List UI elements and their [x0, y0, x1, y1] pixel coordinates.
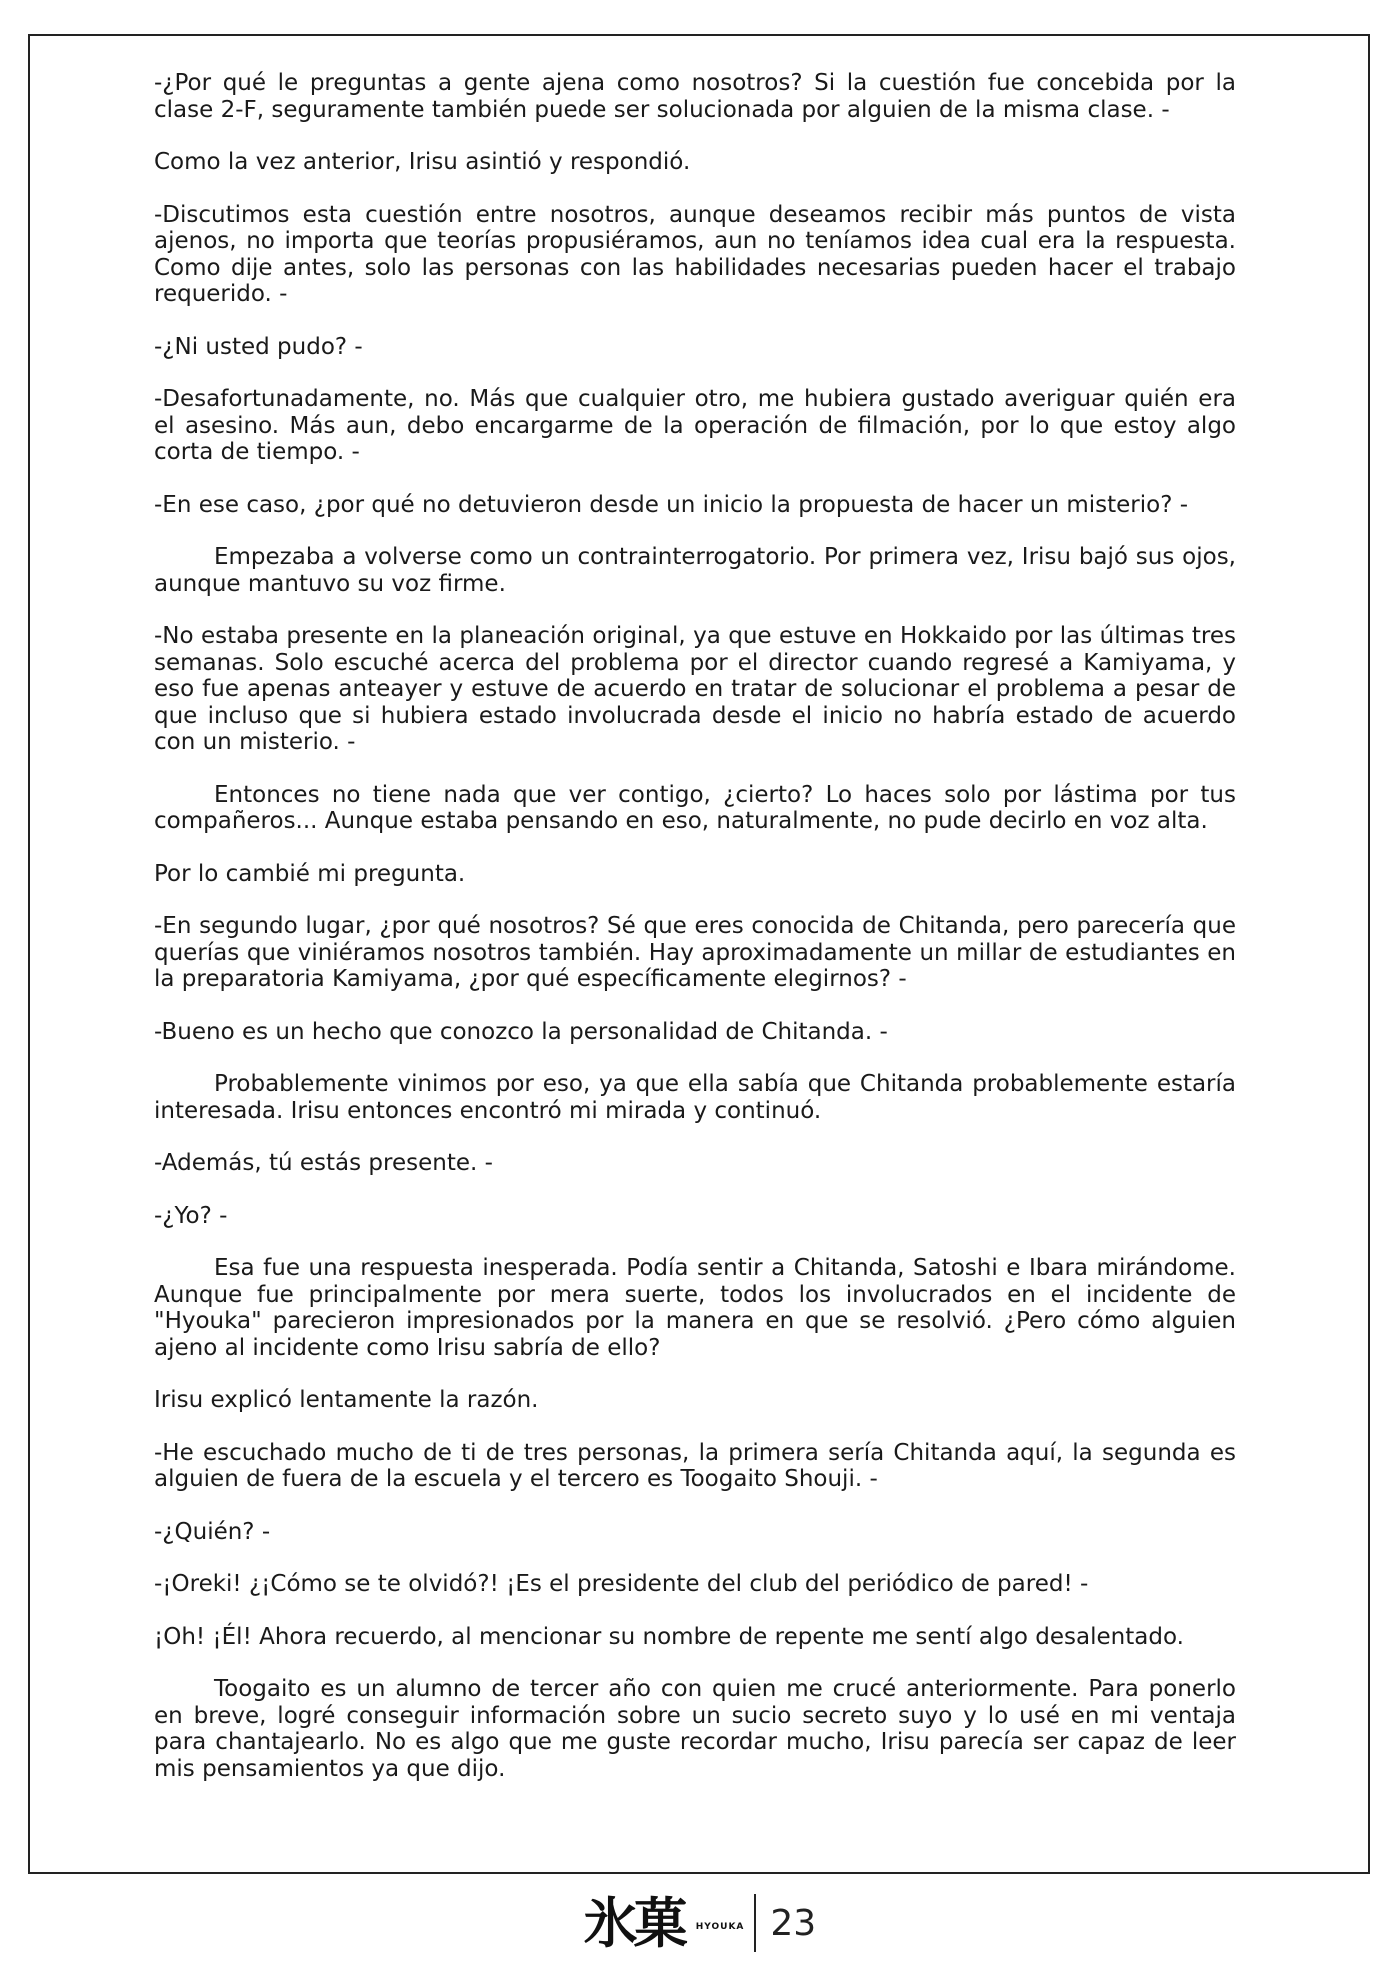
paragraph: -Bueno es un hecho que conozco la personalidad de Chitanda. - [154, 1018, 888, 1045]
paragraph: Irisu explicó lentamente la razón. [154, 1387, 539, 1413]
paragraph: -Desafortunadamente, no. Más que cualquier otro, me hubiera gustado averiguar quién era el asesino. Más aun, debo encargarme de la operación de filmación, por lo que estoy algo corta de tiempo. - [154, 386, 1236, 465]
paragraph: Esa fue una respuesta inesperada. Podía sentir a Chitanda, Satoshi e Ibara mirándome. Aunque fue principalmente por mera suerte, todos los involucrados en el incidente de "Hyouka" parecieron impresionados por la manera en que se resolvió. ¿Pero cómo alguien ajeno al incidente como Irisu sabría de ello? [154, 1255, 1236, 1361]
paragraph: Por lo cambié mi pregunta. [154, 860, 466, 887]
paragraph: -Discutimos esta cuestión entre nosotros, aunque deseamos recibir más puntos de vista ajenos, no importa que teorías propusiéramos, aun no teníamos idea cual era la respuesta. Como dije antes, solo las personas con las habilidades necesarias pueden hacer el trabajo requerido. - [154, 201, 1236, 307]
hyouka-logo [584, 1893, 745, 1953]
paragraph: ¡Oh! ¡Él! Ahora recuerdo, al mencionar su nombre de repente me sentí algo desalentado. [154, 1623, 1184, 1650]
paragraph: -¿Ni usted pudo? - [154, 333, 363, 360]
paragraph: -He escuchado mucho de ti de tres personas, la primera sería Chitanda aquí, la segunda es alguien de fuera de la escuela y el tercero es Toogaito Shouji. - [154, 1439, 1236, 1492]
paragraph: -Además, tú estás presente. - [154, 1150, 493, 1176]
paragraph: -En ese caso, ¿por qué no detuvieron desde un inicio la propuesta de hacer un misterio? - [154, 491, 1189, 518]
paragraph: Empezaba a volverse como un contrainterrogatorio. Por primera vez, Irisu bajó sus ojos, aunque mantuvo su voz firme. [154, 544, 1236, 597]
paragraph: -¿Quién? - [154, 1518, 271, 1545]
page-number: 23 [770, 1902, 817, 1944]
paragraph: -¿Por qué le preguntas a gente ajena como nosotros? Si la cuestión fue concebida por la clase 2-F, seguramente también puede ser solucionada por alguien de la misma clase. - [154, 70, 1236, 123]
paragraph: -No estaba presente en la planeación original, ya que estuve en Hokkaido por las últimas tres semanas. Solo escuché acerca del problema por el director cuando regresé a Kamiyama, y eso fue apenas anteayer y estuve de acuerdo en tratar de solucionar el problema a pesar de que incluso que si hubiera estado involucrada desde el inicio no habría estado de acuerdo con un misterio. - [154, 623, 1236, 755]
paragraph: -En segundo lugar, ¿por qué nosotros? Sé que eres conocida de Chitanda, pero parecería que querías que viniéramos nosotros también. Hay aproximadamente un millar de estudiantes en la preparatoria Kamiyama, ¿por qué específicamente elegirnos? - [154, 913, 1236, 992]
footer-divider [754, 1894, 756, 1952]
paragraph: -¡Oreki! ¿¡Cómo se te olvidó?! ¡Es el presidente del club del periódico de pared! - [154, 1571, 1089, 1597]
logo-text: HYOUKA [695, 1922, 745, 1932]
paragraph: Toogaito es un alumno de tercer año con quien me crucé anteriormente. Para ponerlo en breve, logré conseguir información sobre un sucio secreto suyo y lo usé en mi ventaja para chantajearlo. No es algo que me guste recordar mucho, Irisu parecía ser capaz de leer mis pensamientos ya que dijo. [154, 1676, 1236, 1782]
body-text [154, 70, 1236, 1808]
paragraph: Como la vez anterior, Irisu asintió y respondió. [154, 149, 691, 175]
paragraph: Probablemente vinimos por eso, ya que ella sabía que Chitanda probablemente estaría interesada. Irisu entonces encontró mi mirada y continuó. [154, 1071, 1236, 1124]
logo-kanji: 氷菓 [583, 1891, 684, 1955]
page-footer [0, 1888, 1400, 1958]
paragraph: -¿Yo? - [154, 1202, 228, 1229]
paragraph: Entonces no tiene nada que ver contigo, ¿cierto? Lo haces solo por lástima por tus compañeros... Aunque estaba pensando en eso, naturalmente, no pude decirlo en voz alta. [154, 781, 1236, 834]
